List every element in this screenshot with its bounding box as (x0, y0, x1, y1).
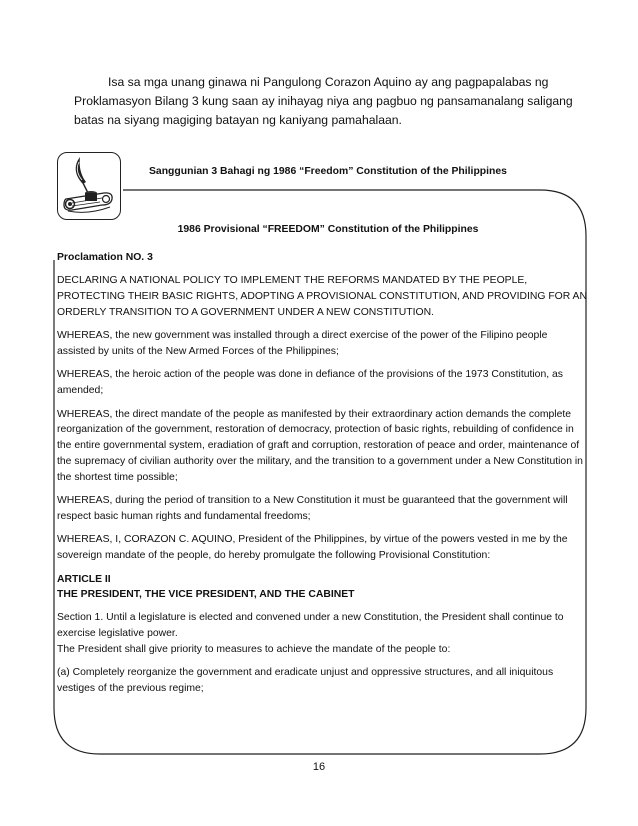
whereas-clause: WHEREAS, the new government was installed through a direct exercise of the power of the Filipino people assisted by units of the New Armed Forces of the Philippines; (57, 330, 548, 357)
proclamation-heading: Proclamation NO. 3 (57, 251, 153, 263)
whereas-clause: WHEREAS, the direct mandate of the people as manifested by their extraordinary action demands the complete reorganization of the government, restoration of democracy, protection of basic rights, rebuilding of confidence in the entire governmental system, eradiation of graft and corruption, restoration of peace and order, maintenance of the supremacy of civilian authority over the military, and the transition to a government under a New Constitution in the shortest time possible; (57, 408, 583, 483)
whereas-clause: WHEREAS, I, CORAZON C. AQUINO, President of the Philippines, by virtue of the powers vested in me by the sovereign mandate of the people, do hereby promulgate the following Provisional Constitution: (57, 534, 568, 562)
document-title: 1986 Provisional “FREEDOM” Constitution of the Philippines (177, 224, 479, 235)
section-title: Sanggunian 3 Bahagi ng 1986 “Freedom” Constitution of the Philippines (149, 166, 507, 177)
section-1-continuation: The President shall give priority to measures to achieve the mandate of the people to: (57, 643, 451, 655)
whereas-clause: WHEREAS, the heroic action of the people was done in defiance of the provisions of the 1973 Constitution, as amended; (57, 369, 563, 397)
article-heading (57, 572, 587, 604)
page-number: 16 (312, 761, 326, 773)
document-body (57, 222, 587, 704)
list-item-a: (a) Completely reorganize the government and eradicate unjust and oppressive structures, and all iniquitous vestiges of the previous regime; (57, 667, 554, 694)
article-title: THE PRESIDENT, THE VICE PRESIDENT, AND THE CABINET (57, 589, 355, 601)
quill-and-inkpot-icon (58, 153, 120, 219)
section-logo (57, 152, 121, 220)
section-1-text: Section 1. Until a legislature is elected and convened under a new Constitution, the President shall continue to exercise legislative power. (57, 612, 564, 639)
declaration-text: DECLARING A NATIONAL POLICY TO IMPLEMENT THE REFORMS MANDATED BY THE PEOPLE, PROTECTING THEIR BASIC RIGHTS, ADOPTING A PROVISIONAL CONSTITUTION, AND PROVIDING FOR AN ORDERLY TRANSITION TO A GOVERNMENT UNDER A NEW CONSTITUTION. (57, 275, 587, 318)
article-number: ARTICLE II (57, 573, 111, 585)
whereas-clause: WHEREAS, during the period of transition to a New Constitution it must be guaranteed that the government will respect basic human rights and fundamental freedoms; (57, 495, 568, 522)
section-paragraph (57, 610, 587, 657)
intro-text: Isa sa mga unang ginawa ni Pangulong Corazon Aquino ay ang pagpapalabas ng Proklamasyon Bilang 3 kung saan ay inihayag niya ang pagbuo ng pansamanalang saligang batas na siyang magiging batayan ng kaniyang pamahalaan. (74, 75, 573, 127)
